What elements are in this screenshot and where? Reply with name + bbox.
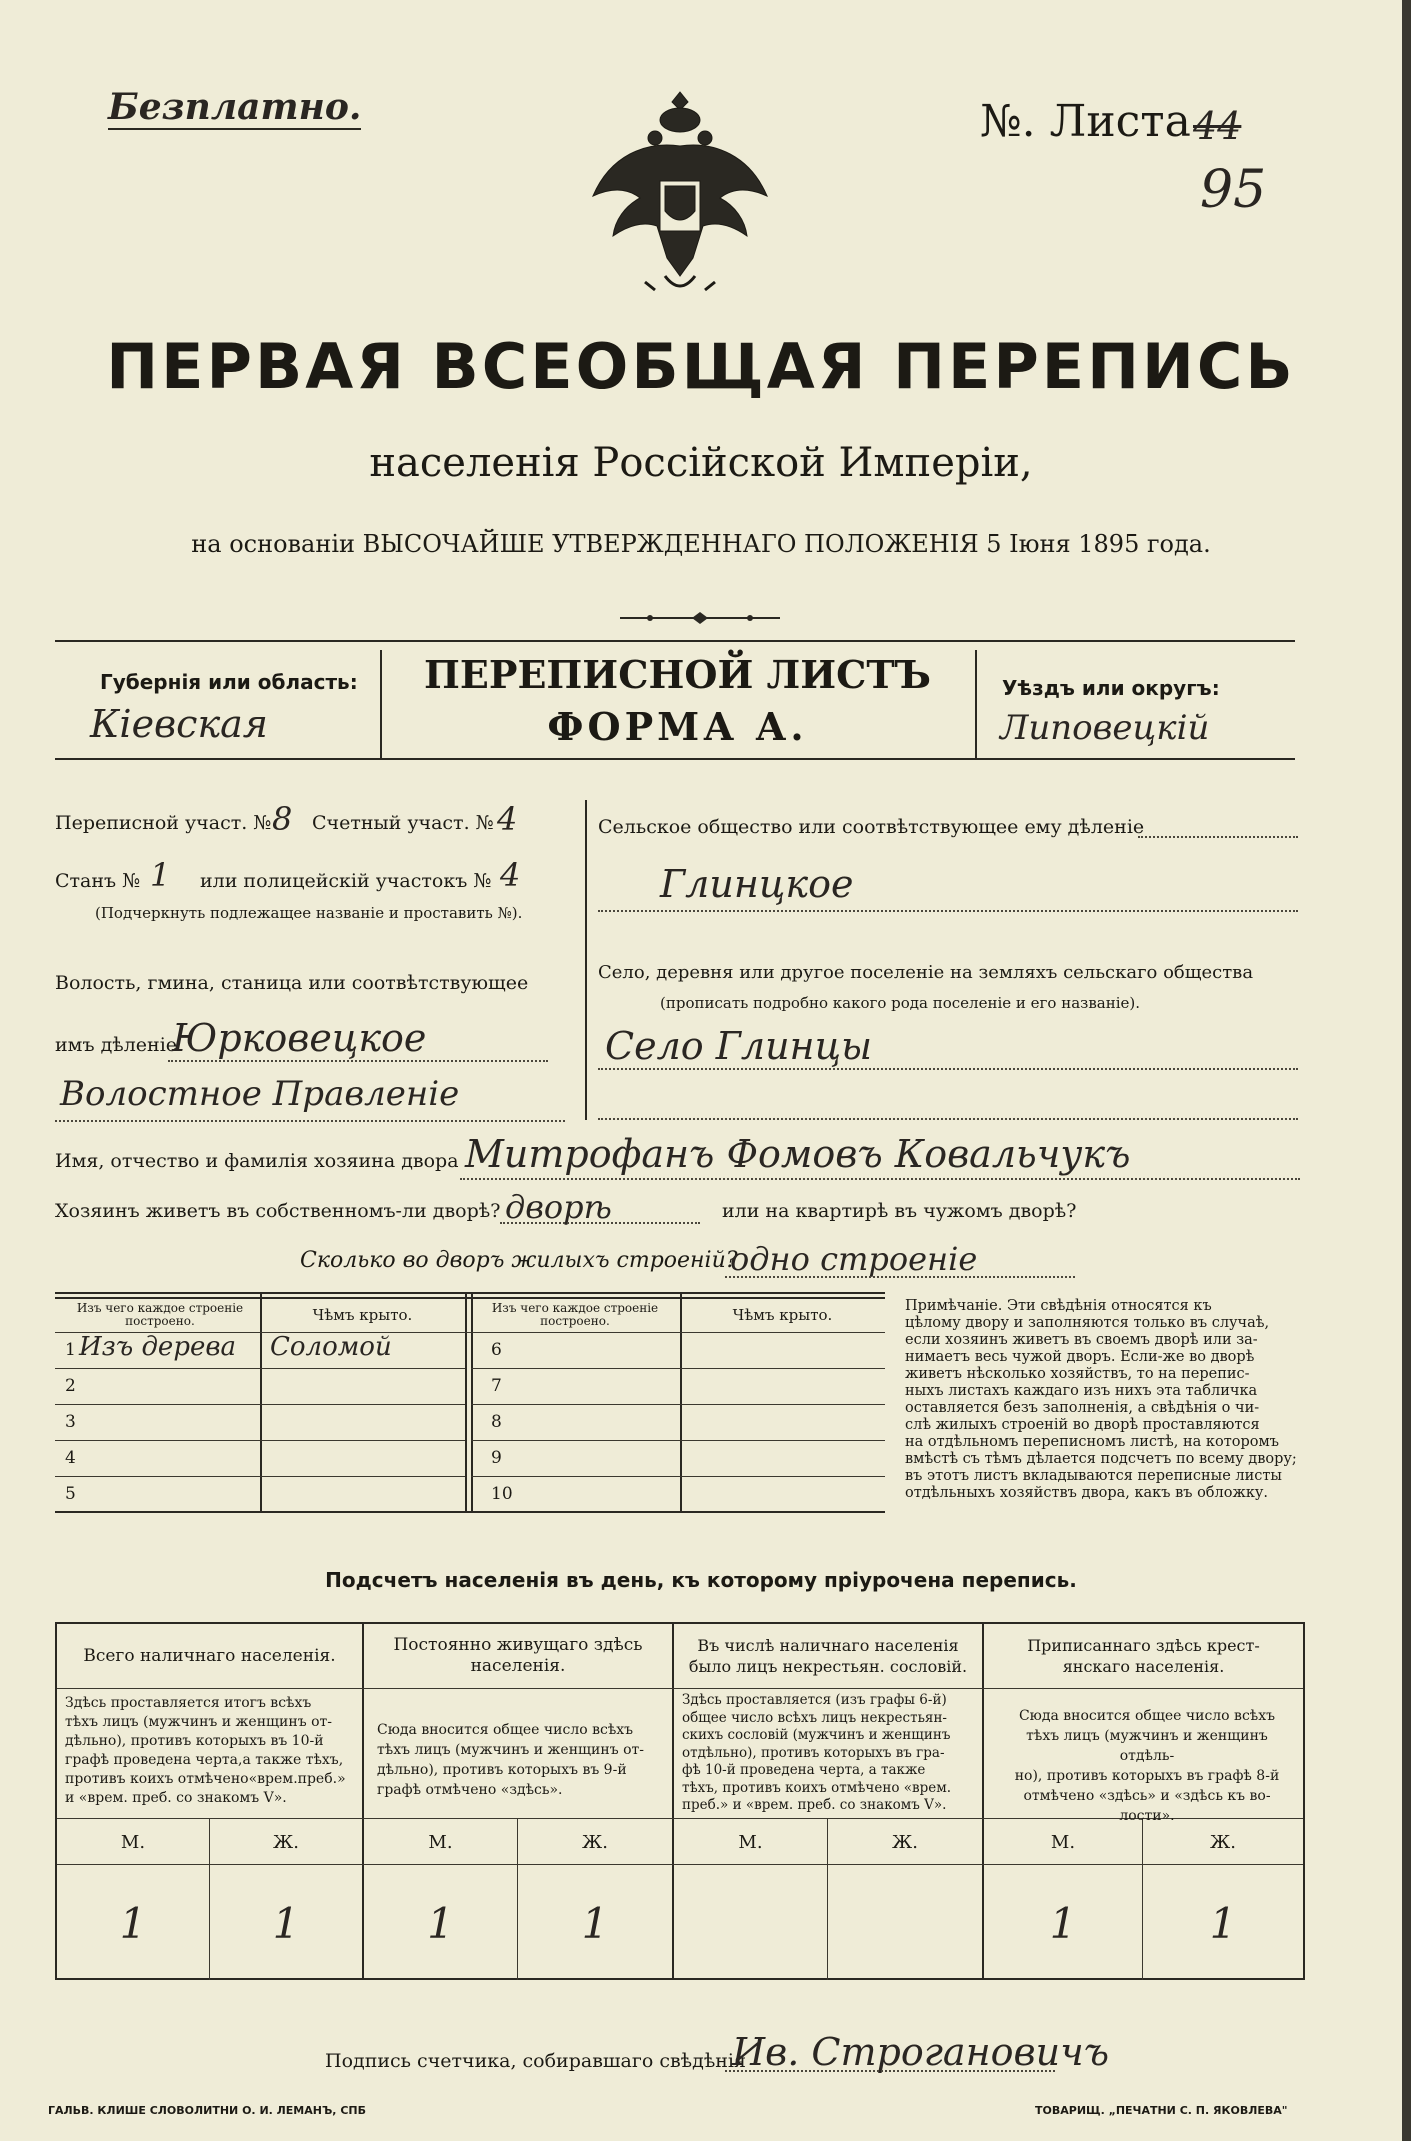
row-number-right: 10 xyxy=(491,1484,513,1504)
owner-lives-label: Хозяинъ живетъ въ собственномъ-ли дворѣ? xyxy=(55,1200,501,1222)
count-col-title-line: было лицъ некрестьян. сословій. xyxy=(688,1657,968,1676)
row-number: 4 xyxy=(65,1448,76,1468)
desc-line: дѣльно), противъ которыхъ въ 9-й xyxy=(377,1762,627,1778)
volost-value-2: Волостное Правленіе xyxy=(60,1074,460,1114)
row-number: 1 xyxy=(65,1340,76,1360)
owner-name-label: Имя, отчество и фамилія хозяина двора xyxy=(55,1150,459,1172)
desc-line: отдѣльно), противъ которыхъ въ гра- xyxy=(682,1744,945,1761)
desc-line: скихъ сословій (мужчинъ и женщинъ xyxy=(682,1727,951,1743)
note-line: ныхъ листахъ каждаго изъ нихъ эта табличка xyxy=(905,1383,1258,1399)
row-number: 5 xyxy=(65,1484,76,1504)
row-number-right: 7 xyxy=(491,1376,502,1396)
desc-line: противъ коихъ отмѣчено«врем.преб.» xyxy=(65,1771,346,1787)
count-value-f: 1 xyxy=(581,1898,609,1948)
f-label: Ж. xyxy=(892,1831,918,1853)
table-row xyxy=(55,1476,465,1512)
stan-label: Станъ № xyxy=(55,870,141,892)
note-line: Примѣчаніе. Эти свѣдѣнія относятся къ xyxy=(905,1298,1212,1314)
buildings-value: одно строеніе xyxy=(730,1240,978,1278)
count-col-title xyxy=(674,1624,982,1688)
row-number: 2 xyxy=(65,1376,76,1396)
count-value-m: 1 xyxy=(119,1898,147,1948)
f-label: Ж. xyxy=(582,1831,608,1853)
society-label: Сельское общество или соотвѣтствующее ему дѣленіе xyxy=(598,816,1145,838)
col-material-header-2: Изъ чего каждое строеніе построено. xyxy=(491,1301,659,1328)
subtitle: населенія Россійской Имперіи, xyxy=(369,440,1033,486)
table-row xyxy=(55,1332,465,1368)
count-col-title-line: Въ числѣ наличнаго населенія xyxy=(697,1636,959,1655)
desc-line: тѣхъ лицъ (мужчинъ и женщинъ отдѣль- xyxy=(1026,1728,1268,1764)
free-label: Безплатно. xyxy=(108,86,362,128)
count-heading: Подсчетъ населенія въ день, къ которому пріурочена перепись. xyxy=(325,1568,1077,1592)
volost-label: Волость, гмина, станица или соотвѣтствующее xyxy=(55,972,529,994)
count-table xyxy=(55,1622,1305,1980)
desc-line: графѣ проведена черта,а также тѣхъ, xyxy=(65,1752,344,1768)
desc-line: фѣ 10-й проведена черта, а также xyxy=(682,1762,926,1778)
note-block xyxy=(905,1298,1300,1502)
note-line: если хозяинъ живетъ въ своемъ дворѣ или за- xyxy=(905,1332,1258,1348)
note-line: отдѣльныхъ хозяйствъ двора, какъ въ обложку. xyxy=(905,1485,1269,1501)
count-col-desc xyxy=(682,1692,977,1815)
volost-value-1: Юрковецкое xyxy=(172,1016,427,1060)
desc-line: тѣхъ лицъ (мужчинъ и женщинъ от- xyxy=(377,1742,644,1758)
count-col-title-line: Всего наличнаго населенія. xyxy=(83,1646,336,1666)
m-label: М. xyxy=(428,1831,453,1853)
census-district-value: 8 xyxy=(272,800,293,838)
buildings-table xyxy=(55,1292,885,1512)
count-value-f: 1 xyxy=(1209,1898,1237,1948)
owner-lives-value: дворѣ xyxy=(505,1188,612,1226)
desc-line: Здѣсь проставляется итогъ всѣхъ xyxy=(65,1695,312,1711)
ornament-divider xyxy=(620,610,780,624)
village-note: (прописать подробно какого рода поселеніе и его названіе). xyxy=(660,994,1140,1012)
table-row xyxy=(55,1368,465,1404)
stan-value: 1 xyxy=(150,856,171,894)
form-name: ФОРМА А. xyxy=(547,704,808,749)
volost-label-2: имъ дѣленіе xyxy=(55,1034,178,1056)
desc-line: дѣльно), противъ которыхъ въ 10-й xyxy=(65,1733,324,1749)
desc-line: Сюда вносится общее число всѣхъ xyxy=(1018,1708,1276,1724)
row-number-right: 8 xyxy=(491,1412,502,1432)
sheet-number-label: №. Листа xyxy=(980,96,1191,147)
count-value-m: 1 xyxy=(427,1898,454,1948)
desc-line: преб.» и «врем. преб. со знакомъ V». xyxy=(682,1797,947,1813)
printer-right: ТОВАРИЩ. „ПЕЧАТНИ С. П. ЯКОВЛЕВА" xyxy=(1035,2104,1288,2117)
note-line: на отдѣльномъ переписномъ листѣ, на которомъ xyxy=(905,1434,1279,1450)
table-row xyxy=(55,1404,465,1440)
count-col-title xyxy=(984,1624,1303,1688)
imperial-eagle-emblem xyxy=(585,86,775,306)
guberniya-label: Губернія или область: xyxy=(100,670,358,694)
owner-or-label: или на квартирѣ въ чужомъ дворѣ? xyxy=(722,1200,1077,1222)
row-number-right: 6 xyxy=(491,1340,502,1360)
count-col-title-line: янскаго населенія. xyxy=(1062,1657,1225,1676)
guberniya-value: Кіевская xyxy=(90,702,268,746)
main-title: ПЕРВАЯ ВСЕОБЩАЯ ПЕРЕПИСЬ xyxy=(106,330,1296,403)
row-number-right: 9 xyxy=(491,1448,502,1468)
signature-label: Подпись счетчика, собиравшаго свѣдѣнія xyxy=(325,2050,746,2072)
note-line: живетъ нѣсколько хозяйствъ, то на перепис- xyxy=(905,1366,1250,1382)
note-line: цѣлому двору и заполняются только въ случаѣ, xyxy=(905,1315,1270,1331)
buildings-label: Сколько во дворъ жилыхъ строеній? xyxy=(300,1248,738,1273)
scan-edge xyxy=(1402,0,1411,2141)
count-value-m: 1 xyxy=(1049,1898,1077,1948)
f-label: Ж. xyxy=(273,1831,299,1853)
uezd-label: Уѣздъ или округъ: xyxy=(1002,676,1220,700)
row-roof: Соломой xyxy=(270,1332,392,1362)
desc-line: и «врем. преб. со знакомъ V». xyxy=(65,1790,287,1806)
sheet-number-crossed: 44 xyxy=(1193,104,1242,148)
count-col-title-line: населенія. xyxy=(470,1656,566,1676)
desc-line: Сюда вносится общее число всѣхъ xyxy=(377,1722,634,1738)
owner-name-value: Митрофанъ Фомовъ Ковальчукъ xyxy=(465,1132,1131,1176)
count-col-desc xyxy=(377,1720,667,1800)
count-value-f: 1 xyxy=(272,1898,300,1948)
note-line: нимаетъ весь чужой дворъ. Если-же во дворѣ xyxy=(905,1349,1255,1365)
count-col-title-line: Приписаннаго здѣсь крест- xyxy=(1027,1636,1260,1655)
note-line: оставляется безъ заполненія, а свѣдѣнія о чи- xyxy=(905,1400,1260,1416)
m-label: М. xyxy=(120,1831,146,1853)
m-label: М. xyxy=(738,1831,763,1853)
police-label: или полицейскій участокъ № xyxy=(200,870,492,892)
row-number: 3 xyxy=(65,1412,76,1432)
printer-left: ГАЛЬВ. КЛИШЕ СЛОВОЛИТНИ О. И. ЛЕМАНЪ, СПБ xyxy=(48,2104,366,2117)
desc-line: тѣхъ, противъ коихъ отмѣчено «врем. xyxy=(682,1779,952,1796)
census-district-label: Переписной участ. № xyxy=(55,812,272,834)
count-col-desc xyxy=(997,1706,1297,1826)
eagle-icon xyxy=(585,86,775,306)
desc-line: лости». xyxy=(1119,1808,1175,1824)
count-col-title xyxy=(364,1624,672,1688)
society-value: Глинцкое xyxy=(660,862,854,906)
note-line: вмѣстѣ съ тѣмъ дѣлается подсчетъ по всему двору; xyxy=(905,1451,1297,1467)
basis-line: на основаніи ВЫСОЧАЙШЕ УТВЕРЖДЕННАГО ПОЛОЖЕНІЯ 5 Іюня 1895 года. xyxy=(191,530,1211,558)
desc-line: графѣ отмѣчено «здѣсь». xyxy=(377,1782,563,1798)
police-value: 4 xyxy=(500,856,521,894)
counting-district-label: Счетный участ. № xyxy=(312,812,494,834)
note-line: въ этотъ листъ вкладываются переписные листы xyxy=(905,1468,1282,1484)
desc-line: отмѣчено «здѣсь» и «здѣсь къ во- xyxy=(1023,1788,1271,1804)
village-value: Село Глинцы xyxy=(605,1024,873,1068)
counting-district-value: 4 xyxy=(497,800,518,838)
f-label: Ж. xyxy=(1210,1831,1236,1853)
desc-line: общее число всѣхъ лицъ некрестьян- xyxy=(682,1709,947,1726)
count-value-m xyxy=(674,1866,827,1980)
col-roof-header-2: Чѣмъ крыто. xyxy=(732,1306,833,1324)
desc-line: Здѣсь проставляется (изъ графы 6-й) xyxy=(682,1692,947,1708)
col-roof-header: Чѣмъ крыто. xyxy=(312,1306,413,1324)
table-row xyxy=(55,1440,465,1476)
sheet-title: ПЕРЕПИСНОЙ ЛИСТЪ xyxy=(424,652,931,697)
underline-note: (Подчеркнуть подлежащее названіе и проставить №). xyxy=(95,904,523,922)
village-label: Село, деревня или другое поселеніе на земляхъ сельскаго общества xyxy=(598,962,1254,983)
row-material: Изъ дерева xyxy=(79,1332,236,1362)
sheet-number-handwritten: 95 xyxy=(1200,160,1267,220)
count-col-desc xyxy=(65,1694,357,1808)
signature-value: Ив. Строгановичъ xyxy=(732,2030,1110,2074)
desc-line: но), противъ которыхъ въ графѣ 8-й xyxy=(1014,1768,1280,1784)
count-col-title xyxy=(57,1624,362,1688)
col-material-header: Изъ чего каждое строеніе построено. xyxy=(76,1301,244,1328)
note-line: слѣ жилыхъ строеній во дворѣ проставляются xyxy=(905,1417,1260,1433)
uezd-value: Липовецкій xyxy=(1000,708,1210,748)
count-col-title-line: Постоянно живущаго здѣсь xyxy=(393,1635,643,1655)
count-value-f xyxy=(828,1866,982,1980)
desc-line: тѣхъ лицъ (мужчинъ и женщинъ от- xyxy=(65,1714,332,1730)
m-label: М. xyxy=(1050,1831,1076,1853)
